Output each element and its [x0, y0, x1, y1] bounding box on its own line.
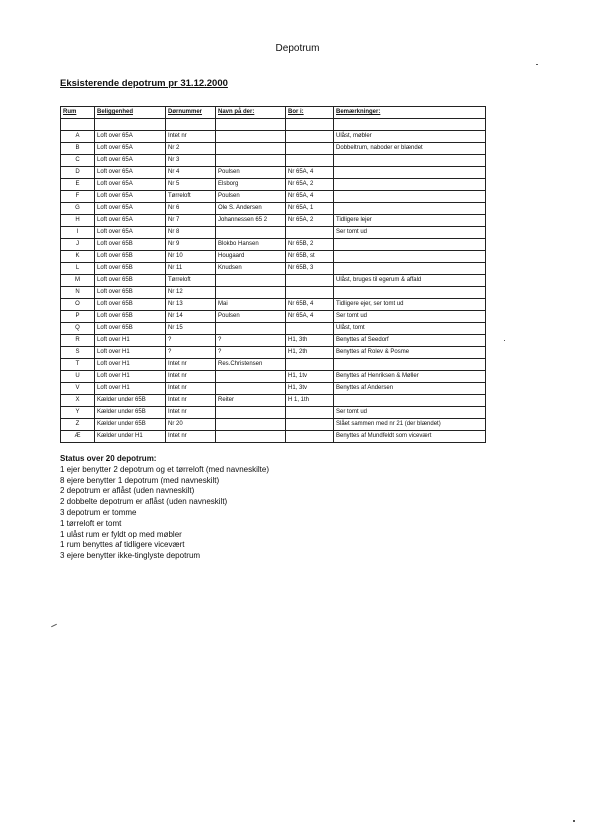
- cell-navn: Johannessen 65 2: [216, 215, 286, 227]
- scan-speck: [51, 624, 57, 627]
- cell-navn: [216, 323, 286, 335]
- cell-dornummer: Nr 14: [166, 311, 216, 323]
- cell-rum: V: [61, 383, 95, 395]
- cell-beliggenhed: Loft over H1: [95, 371, 166, 383]
- column-header-dornummer: Dørnummer: [166, 107, 216, 119]
- table-body: [61, 119, 486, 443]
- table-row: [61, 359, 486, 371]
- cell-beliggenhed: Loft over H1: [95, 359, 166, 371]
- cell-beliggenhed: Loft over 65A: [95, 143, 166, 155]
- cell-navn: ?: [216, 347, 286, 359]
- cell-bor: [286, 407, 334, 419]
- cell-bemaerkninger: Benyttes af Rolev & Posme: [334, 347, 486, 359]
- cell-dornummer: Intet nr: [166, 395, 216, 407]
- cell-dornummer: Nr 7: [166, 215, 216, 227]
- cell-navn: [216, 431, 286, 443]
- cell-bor: [286, 143, 334, 155]
- cell-navn: [216, 383, 286, 395]
- status-line: 1 ulåst rum er fyldt op med møbler: [60, 529, 182, 539]
- cell-beliggenhed: Kælder under H1: [95, 431, 166, 443]
- cell-bemaerkninger: [334, 179, 486, 191]
- cell-bemaerkninger: [334, 155, 486, 167]
- cell-rum: X: [61, 395, 95, 407]
- column-header-navn: Navn på der:: [216, 107, 286, 119]
- status-line: 1 tørreloft er tomt: [60, 518, 122, 528]
- table-row: [61, 167, 486, 179]
- table-row: [61, 335, 486, 347]
- table-row: [61, 395, 486, 407]
- table-row: [61, 299, 486, 311]
- cell-navn: Knudsen: [216, 263, 286, 275]
- cell-bor: H1, 3tv: [286, 383, 334, 395]
- cell-dornummer: Intet nr: [166, 359, 216, 371]
- cell-bemaerkninger: Dobbeltrum, naboder er blændet: [334, 143, 486, 155]
- column-header-bor: Bor i:: [286, 107, 334, 119]
- cell-bemaerkninger: [334, 263, 486, 275]
- cell-navn: [216, 227, 286, 239]
- cell-rum: J: [61, 239, 95, 251]
- cell-bemaerkninger: Ser tomt ud: [334, 407, 486, 419]
- cell-rum: Q: [61, 323, 95, 335]
- cell-navn: Mai: [216, 299, 286, 311]
- cell-beliggenhed: Kælder under 65B: [95, 419, 166, 431]
- cell-navn: Blokbo Hansen: [216, 239, 286, 251]
- cell-rum: G: [61, 203, 95, 215]
- cell-bor: Nr 65B, 4: [286, 299, 334, 311]
- cell-navn: [216, 155, 286, 167]
- cell-rum: F: [61, 191, 95, 203]
- cell-rum: E: [61, 179, 95, 191]
- cell-navn: [216, 119, 286, 131]
- cell-beliggenhed: Loft over 65B: [95, 251, 166, 263]
- cell-beliggenhed: Loft over 65A: [95, 179, 166, 191]
- cell-dornummer: Tørreloft: [166, 275, 216, 287]
- cell-bemaerkninger: [334, 203, 486, 215]
- status-line: 3 depotrum er tomme: [60, 507, 137, 517]
- cell-dornummer: Nr 2: [166, 143, 216, 155]
- cell-navn: [216, 143, 286, 155]
- cell-rum: D: [61, 167, 95, 179]
- cell-rum: P: [61, 311, 95, 323]
- table-row: [61, 275, 486, 287]
- cell-bor: [286, 155, 334, 167]
- status-line: 3 ejere benytter ikke-tinglyste depotrum: [60, 551, 201, 561]
- cell-rum: I: [61, 227, 95, 239]
- cell-dornummer: Intet nr: [166, 407, 216, 419]
- table-row: [61, 419, 486, 431]
- cell-navn: [216, 407, 286, 419]
- cell-bemaerkninger: [334, 395, 486, 407]
- table-row: [61, 239, 486, 251]
- cell-bor: H1, 2th: [286, 347, 334, 359]
- cell-beliggenhed: Loft over H1: [95, 383, 166, 395]
- cell-beliggenhed: Loft over 65B: [95, 239, 166, 251]
- cell-bor: Nr 65A, 1: [286, 203, 334, 215]
- table-row: [61, 323, 486, 335]
- cell-bemaerkninger: [334, 239, 486, 251]
- cell-bor: Nr 65B, 3: [286, 263, 334, 275]
- cell-dornummer: Intet nr: [166, 431, 216, 443]
- table-row: [61, 143, 486, 155]
- cell-navn: [216, 131, 286, 143]
- status-list: [60, 465, 269, 562]
- cell-bemaerkninger: Benyttes af Seedorf: [334, 335, 486, 347]
- table-row: [61, 371, 486, 383]
- table-row: [61, 179, 486, 191]
- cell-bor: Nr 65A, 4: [286, 167, 334, 179]
- status-line: 2 dobbelte depotrum er aflåst (uden navneskilt): [60, 497, 228, 507]
- cell-rum: Y: [61, 407, 95, 419]
- cell-dornummer: Tørreloft: [166, 191, 216, 203]
- cell-dornummer: Intet nr: [166, 383, 216, 395]
- cell-bemaerkninger: Benyttes af Andersen: [334, 383, 486, 395]
- table-row: [61, 215, 486, 227]
- cell-bor: [286, 275, 334, 287]
- cell-bor: H 1, 1th: [286, 395, 334, 407]
- cell-rum: L: [61, 263, 95, 275]
- cell-beliggenhed: Loft over 65A: [95, 155, 166, 167]
- table-row: [61, 383, 486, 395]
- depot-table: [60, 106, 486, 443]
- cell-navn: Hougaard: [216, 251, 286, 263]
- cell-dornummer: Nr 10: [166, 251, 216, 263]
- cell-beliggenhed: Loft over H1: [95, 335, 166, 347]
- table-row: [61, 251, 486, 263]
- cell-navn: [216, 419, 286, 431]
- cell-beliggenhed: Loft over 65A: [95, 131, 166, 143]
- cell-rum: U: [61, 371, 95, 383]
- cell-rum: R: [61, 335, 95, 347]
- cell-rum: C: [61, 155, 95, 167]
- cell-bor: [286, 323, 334, 335]
- cell-bor: H1, 1tv: [286, 371, 334, 383]
- cell-dornummer: Nr 5: [166, 179, 216, 191]
- cell-navn: Poulsen: [216, 311, 286, 323]
- cell-dornummer: Nr 13: [166, 299, 216, 311]
- cell-navn: Res.Christensen: [216, 359, 286, 371]
- table-row: [61, 407, 486, 419]
- cell-dornummer: ?: [166, 335, 216, 347]
- status-line: 1 ejer benytter 2 depotrum og et tørreloft (med navneskilte): [60, 464, 269, 474]
- cell-bor: H1, 3th: [286, 335, 334, 347]
- table-row: [61, 191, 486, 203]
- cell-bemaerkninger: Benyttes af Mundfeldt som vicevært: [334, 431, 486, 443]
- cell-navn: ?: [216, 335, 286, 347]
- cell-bemaerkninger: Ulåst, bruges til egerum & affald: [334, 275, 486, 287]
- cell-bemaerkninger: [334, 359, 486, 371]
- table-row: [61, 431, 486, 443]
- cell-bemaerkninger: [334, 191, 486, 203]
- cell-rum: K: [61, 251, 95, 263]
- cell-navn: Elsborg: [216, 179, 286, 191]
- cell-dornummer: Nr 9: [166, 239, 216, 251]
- cell-navn: Reiter: [216, 395, 286, 407]
- page-title: Depotrum: [275, 43, 320, 54]
- cell-beliggenhed: Kælder under 65B: [95, 395, 166, 407]
- cell-beliggenhed: Loft over 65B: [95, 263, 166, 275]
- cell-beliggenhed: Loft over 65B: [95, 287, 166, 299]
- cell-beliggenhed: Loft over 65B: [95, 299, 166, 311]
- status-line: 1 rum benyttes af tidligere vicevært: [60, 540, 185, 550]
- cell-rum: Z: [61, 419, 95, 431]
- cell-beliggenhed: Loft over 65A: [95, 203, 166, 215]
- status-heading: Status over 20 depotrum:: [60, 454, 157, 463]
- cell-rum: M: [61, 275, 95, 287]
- cell-rum: T: [61, 359, 95, 371]
- column-header-rum: Rum: [61, 107, 95, 119]
- cell-bemaerkninger: Slået sammen med nr 21 (der blændet): [334, 419, 486, 431]
- cell-rum: Æ: [61, 431, 95, 443]
- table-row: [61, 155, 486, 167]
- cell-bor: Nr 65B, st: [286, 251, 334, 263]
- cell-beliggenhed: Loft over 65B: [95, 323, 166, 335]
- cell-rum: H: [61, 215, 95, 227]
- cell-dornummer: Nr 20: [166, 419, 216, 431]
- cell-dornummer: ?: [166, 347, 216, 359]
- cell-beliggenhed: Loft over 65B: [95, 311, 166, 323]
- cell-beliggenhed: Loft over 65A: [95, 191, 166, 203]
- cell-dornummer: Nr 6: [166, 203, 216, 215]
- cell-navn: Ole S. Andersen: [216, 203, 286, 215]
- cell-navn: Poulsen: [216, 167, 286, 179]
- table-header-row: [61, 107, 486, 119]
- cell-bor: [286, 119, 334, 131]
- column-header-bemaerkninger: Bemærkninger:: [334, 107, 486, 119]
- table-row: [61, 131, 486, 143]
- cell-dornummer: Nr 4: [166, 167, 216, 179]
- cell-navn: Poulsen: [216, 191, 286, 203]
- cell-dornummer: Nr 11: [166, 263, 216, 275]
- cell-navn: [216, 275, 286, 287]
- status-section: [60, 454, 269, 562]
- cell-dornummer: Intet nr: [166, 371, 216, 383]
- table-row: [61, 287, 486, 299]
- cell-bor: Nr 65A, 4: [286, 191, 334, 203]
- cell-bor: [286, 287, 334, 299]
- cell-beliggenhed: Loft over 65A: [95, 227, 166, 239]
- cell-bor: Nr 65B, 2: [286, 239, 334, 251]
- cell-bemaerkninger: Ser tomt ud: [334, 227, 486, 239]
- cell-dornummer: [166, 119, 216, 131]
- table-row: [61, 227, 486, 239]
- cell-dornummer: Nr 12: [166, 287, 216, 299]
- table-row: [61, 203, 486, 215]
- scan-speck: [573, 820, 575, 822]
- cell-bemaerkninger: Ulåst, møbler: [334, 131, 486, 143]
- cell-bor: [286, 227, 334, 239]
- cell-bor: [286, 431, 334, 443]
- cell-bemaerkninger: [334, 167, 486, 179]
- cell-beliggenhed: [95, 119, 166, 131]
- cell-dornummer: Intet nr: [166, 131, 216, 143]
- table-heading: Eksisterende depotrum pr 31.12.2000: [60, 78, 228, 89]
- cell-bor: [286, 419, 334, 431]
- cell-bor: Nr 65A, 4: [286, 311, 334, 323]
- cell-beliggenhed: Loft over 65B: [95, 275, 166, 287]
- cell-navn: [216, 287, 286, 299]
- cell-navn: [216, 371, 286, 383]
- cell-rum: N: [61, 287, 95, 299]
- cell-dornummer: Nr 3: [166, 155, 216, 167]
- cell-rum: [61, 119, 95, 131]
- cell-bemaerkninger: [334, 119, 486, 131]
- cell-bemaerkninger: Tidligere lejer: [334, 215, 486, 227]
- cell-bor: [286, 359, 334, 371]
- table-row: [61, 347, 486, 359]
- cell-bor: [286, 131, 334, 143]
- scan-speck: [536, 64, 538, 65]
- cell-bemaerkninger: [334, 287, 486, 299]
- cell-rum: S: [61, 347, 95, 359]
- table-row: [61, 263, 486, 275]
- cell-bor: Nr 65A, 2: [286, 215, 334, 227]
- status-line: 8 ejere benytter 1 depotrum (med navneskilt): [60, 475, 220, 485]
- cell-rum: B: [61, 143, 95, 155]
- cell-bemaerkninger: Benyttes af Henriksen & Møller: [334, 371, 486, 383]
- cell-dornummer: Nr 15: [166, 323, 216, 335]
- status-line: 2 depotrum er aflåst (uden navneskilt): [60, 486, 195, 496]
- column-header-beliggenhed: Beliggenhed: [95, 107, 166, 119]
- table-row: [61, 119, 486, 131]
- cell-beliggenhed: Loft over 65A: [95, 215, 166, 227]
- cell-bemaerkninger: Ser tomt ud: [334, 311, 486, 323]
- scan-speck: [504, 340, 505, 341]
- cell-bemaerkninger: Ulåst, tomt: [334, 323, 486, 335]
- cell-beliggenhed: Kælder under 65B: [95, 407, 166, 419]
- cell-rum: A: [61, 131, 95, 143]
- table-row: [61, 311, 486, 323]
- cell-bemaerkninger: [334, 251, 486, 263]
- cell-rum: O: [61, 299, 95, 311]
- cell-bemaerkninger: Tidligere ejer, ser tomt ud: [334, 299, 486, 311]
- cell-beliggenhed: Loft over 65A: [95, 167, 166, 179]
- cell-bor: Nr 65A, 2: [286, 179, 334, 191]
- cell-dornummer: Nr 8: [166, 227, 216, 239]
- cell-beliggenhed: Loft over H1: [95, 347, 166, 359]
